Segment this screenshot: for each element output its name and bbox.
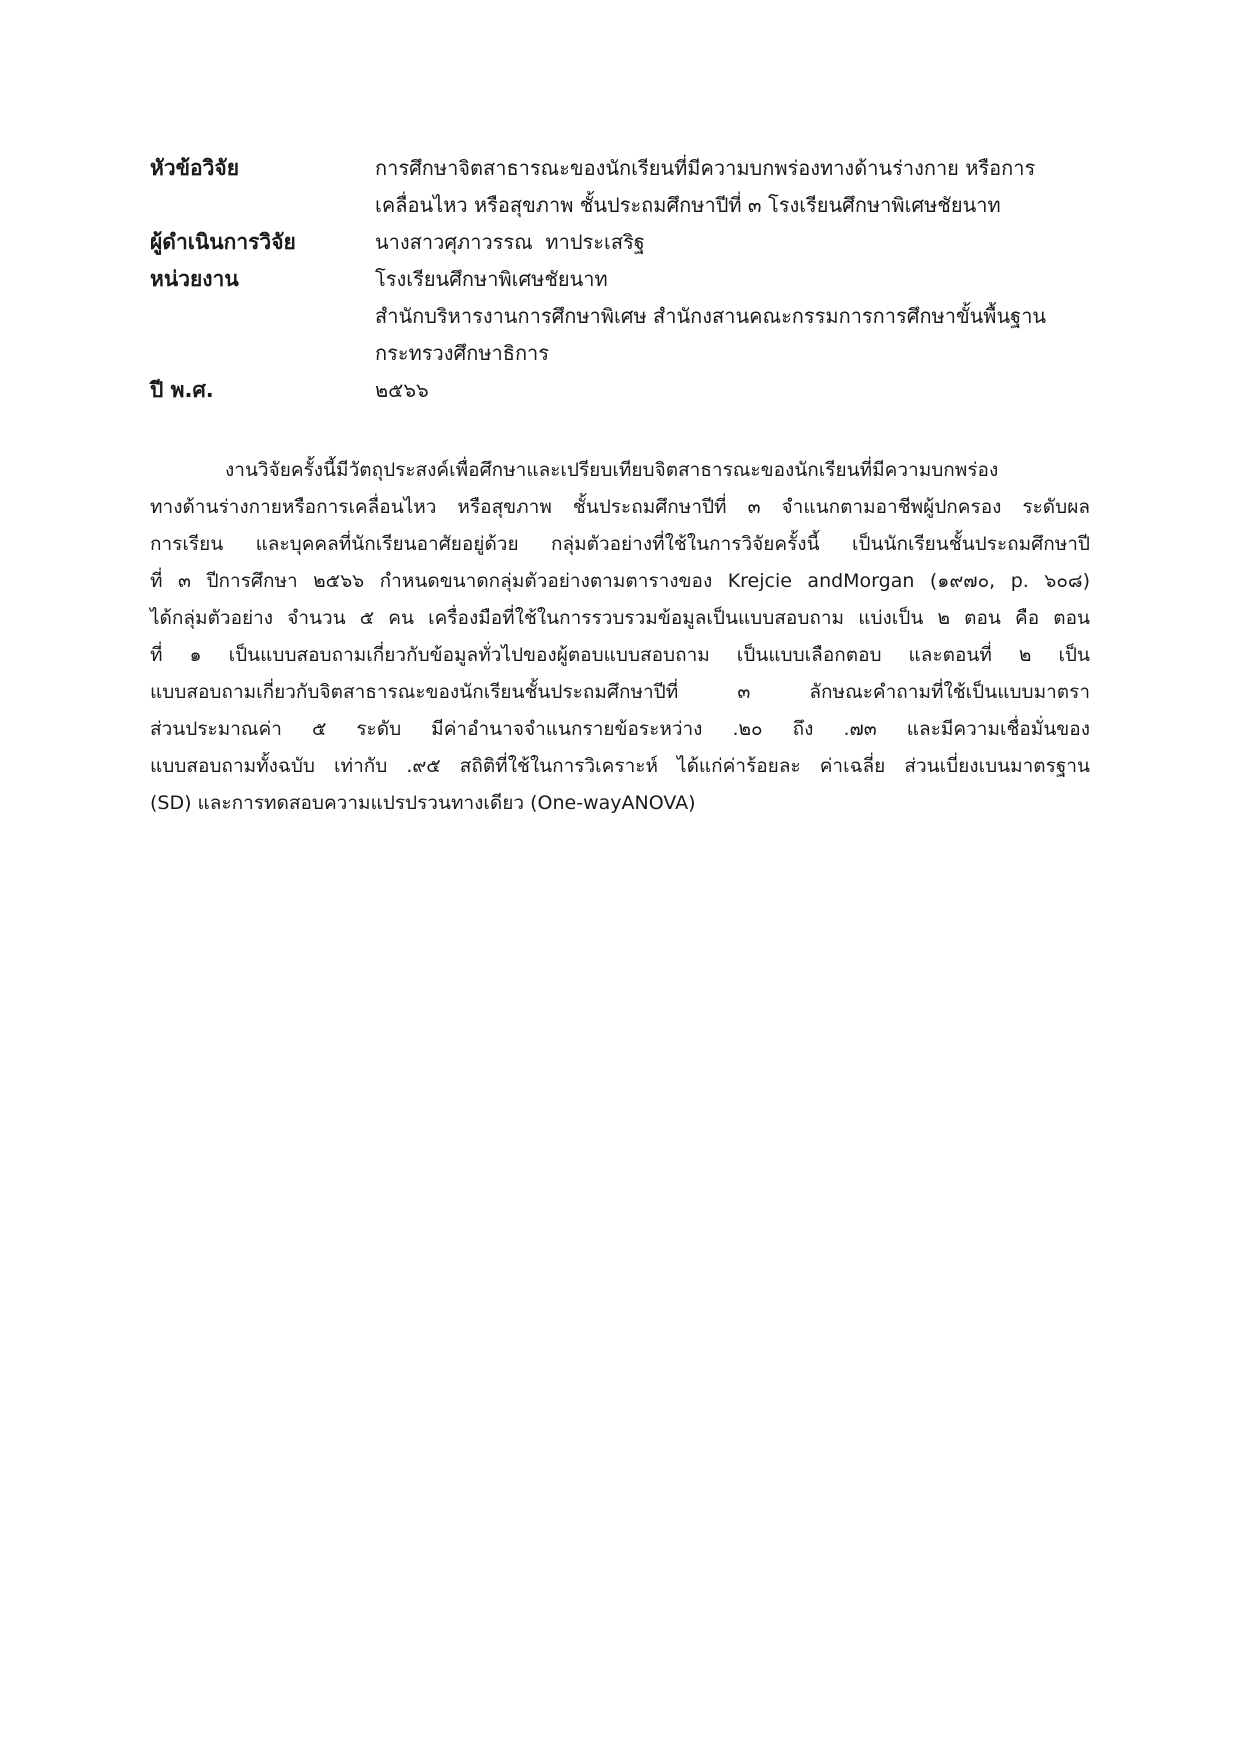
researcher-label: ผู้ดำเนินการวิจัย (150, 230, 296, 254)
research-metadata (150, 150, 1090, 409)
year-label: ปี พ.ศ. (150, 378, 214, 402)
abstract-line: ทางด้านร่างกายหรือการเคลื่อนไหว หรือสุขภาพ ชั้นประถมศึกษาปีที่ ๓ จำแนกตามอาชีพผู้ปกครอง ระดับผล (150, 496, 1090, 518)
agency-line-1: โรงเรียนศึกษาพิเศษชัยนาท (375, 267, 608, 291)
abstract-line: งานวิจัยครั้งนี้มีวัตถุประสงค์เพื่อศึกษาและเปรียบเทียบจิตสาธารณะของนักเรียนที่มีความบกพร่อง (225, 459, 999, 481)
agency-line-3: กระทรวงศึกษาธิการ (375, 341, 550, 365)
abstract-line: ได้กลุ่มตัวอย่าง จำนวน ๕ คน เครื่องมือที่ใช้ในการรวบรวมข้อมูลเป็นแบบสอบถาม แบ่งเป็น ๒ ตอน คือ ตอน (150, 607, 1090, 629)
year-row (150, 372, 1090, 409)
agency-value (375, 261, 1090, 372)
title-label: หัวข้อวิจัย (150, 156, 240, 180)
abstract-paragraph (150, 452, 1090, 822)
title-line-2: เคลื่อนไหว หรือสุขภาพ ชั้นประถมศึกษาปีที่ ๓ โรงเรียนศึกษาพิเศษชัยนาท (375, 193, 1001, 217)
year-value: ๒๕๖๖ (375, 378, 429, 402)
abstract-line: แบบสอบถามทั้งฉบับ เท่ากับ .๙๕ สถิติที่ใช้ในการวิเคราะห์ ได้แก่ค่าร้อยละ ค่าเฉลี่ย ส่วนเบี่ยงเบนมาตรฐาน (150, 755, 1090, 777)
agency-label: หน่วยงาน (150, 267, 239, 291)
title-row (150, 150, 1090, 224)
abstract-line: การเรียน และบุคคลที่นักเรียนอาศัยอยู่ด้วย กลุ่มตัวอย่างที่ใช้ในการวิจัยครั้งนี้ เป็นนักเรียนชั้นประถมศึกษาปี (150, 533, 1090, 555)
abstract-line: ที่ ๓ ปีการศึกษา ๒๕๖๖ กำหนดขนาดกลุ่มตัวอย่างตามตารางของ Krejcie andMorgan (๑๙๗๐, p. ๖๐๘) (150, 570, 1090, 592)
agency-row (150, 261, 1090, 372)
title-line-1: การศึกษาจิตสาธารณะของนักเรียนที่มีความบกพร่องทางด้านร่างกาย หรือการ (375, 156, 1036, 180)
agency-line-2: สำนักบริหารงานการศึกษาพิเศษ สำนักงสานคณะกรรมการการศึกษาขั้นพื้นฐาน (375, 304, 1047, 328)
researcher-row (150, 224, 1090, 261)
title-value (375, 150, 1090, 224)
abstract-line: ที่ ๑ เป็นแบบสอบถามเกี่ยวกับข้อมูลทั่วไปของผู้ตอบแบบสอบถาม เป็นแบบเลือกตอบ และตอนที่ ๒ เป็น (150, 644, 1090, 666)
abstract-line: แบบสอบถามเกี่ยวกับจิตสาธารณะของนักเรียนชั้นประถมศึกษาปีที่ ๓ ลักษณะคำถามที่ใช้เป็นแบบมาตรา (150, 681, 1090, 703)
abstract-line: (SD) และการทดสอบความแปรปรวนทางเดียว (One-wayANOVA) (150, 792, 696, 814)
abstract-line: ส่วนประมาณค่า ๕ ระดับ มีค่าอำนาจจำแนกรายข้อระหว่าง .๒๐ ถึง .๗๓ และมีความเชื่อมั่นของ (150, 718, 1090, 740)
researcher-name: นางสาวศุภาวรรณ ทาประเสริฐ (375, 230, 645, 254)
